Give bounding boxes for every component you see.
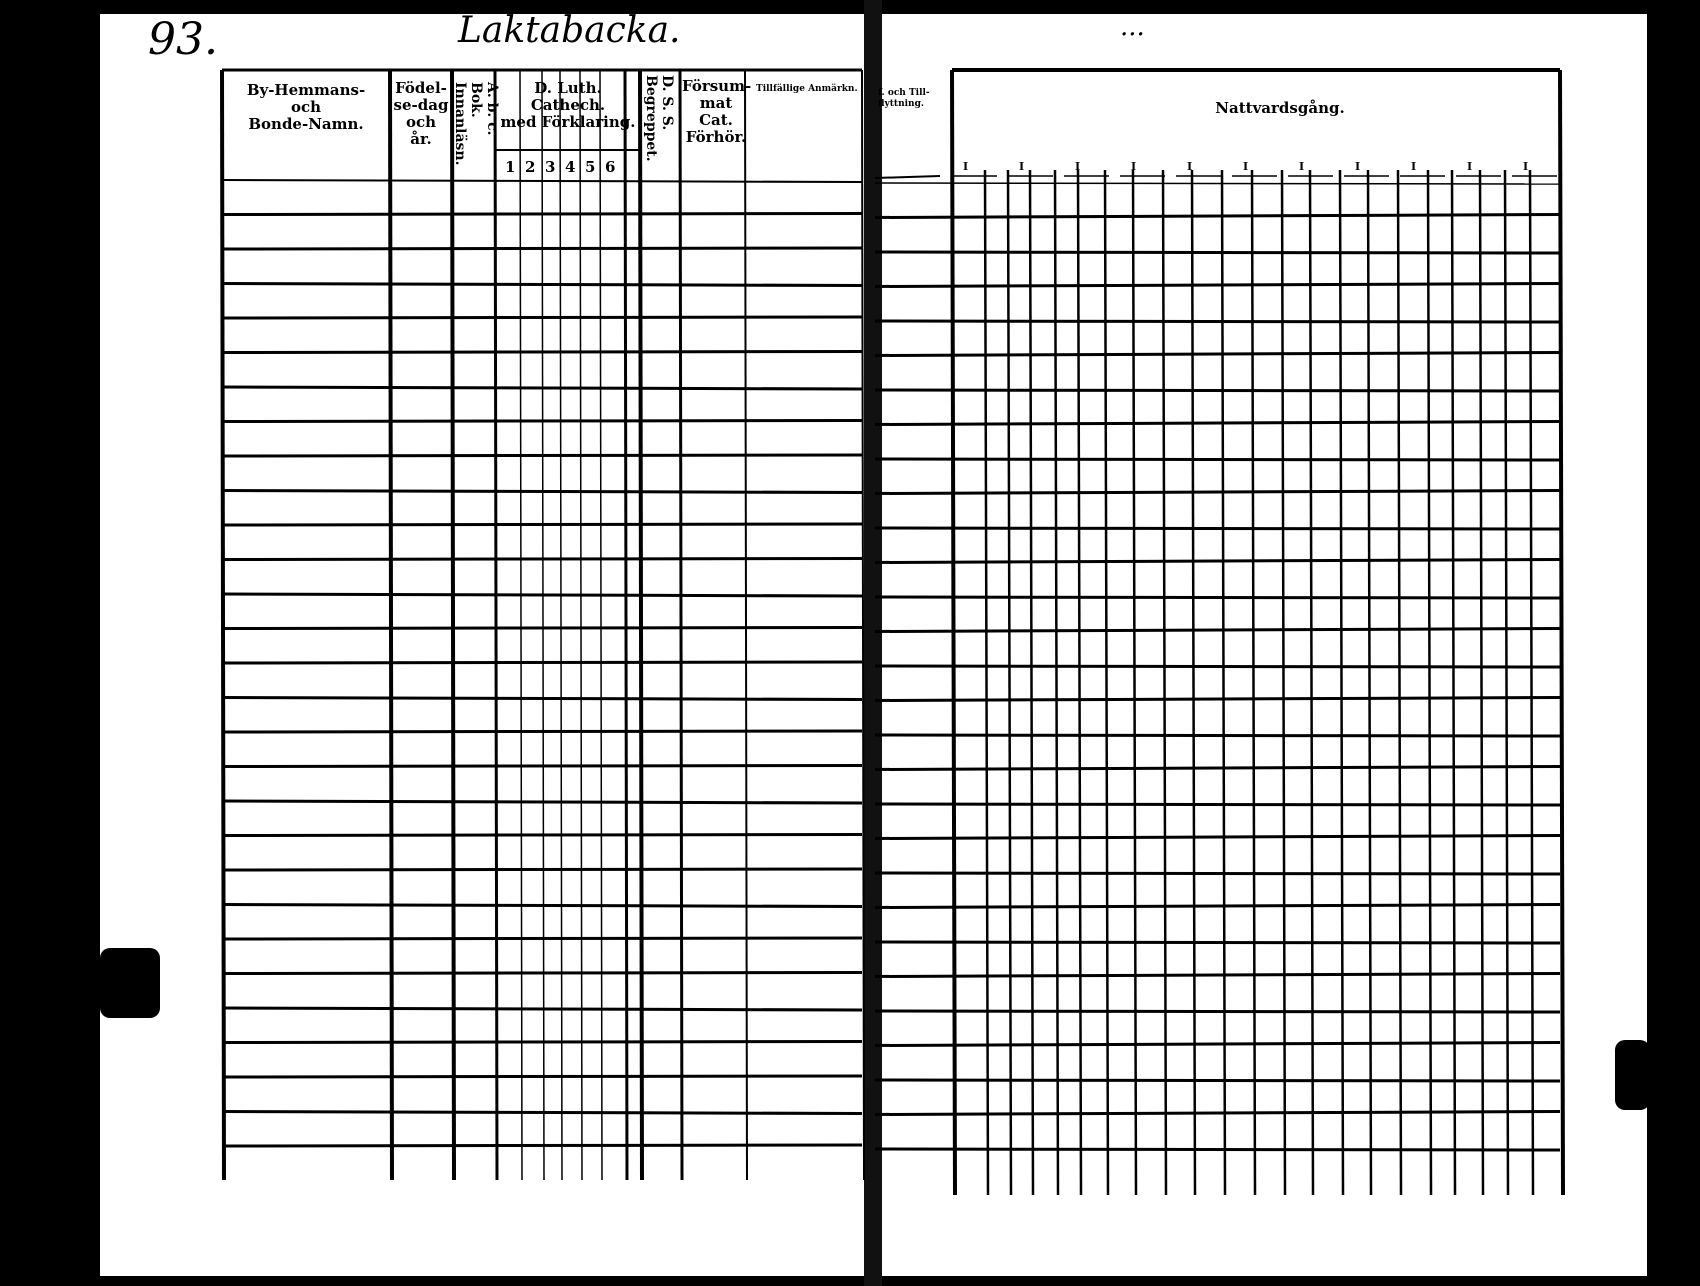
column-rule <box>1008 170 1011 1195</box>
column-rule <box>1192 170 1195 1195</box>
catechism-number: 3 <box>545 158 556 176</box>
header-birth-date: Födel- se-dag och år. <box>393 79 449 148</box>
communion-mark: I <box>1411 160 1417 173</box>
row-rule <box>875 942 1560 943</box>
row-rule <box>222 1008 862 1010</box>
communion-mark: I <box>1467 160 1473 173</box>
column-rule <box>390 70 392 1180</box>
row-rule <box>222 524 862 525</box>
catechism-number: 1 <box>505 158 516 176</box>
column-rule <box>520 70 522 1180</box>
column-rule <box>1560 70 1563 1195</box>
parish-heading: Laktabacka. <box>458 10 681 51</box>
row-rule <box>222 905 862 907</box>
catechism-number: 6 <box>605 158 616 176</box>
row-rule <box>875 666 1560 667</box>
row-rule <box>875 560 1560 563</box>
row-rule <box>875 698 1560 701</box>
row-rule <box>875 873 1560 874</box>
row-rule <box>875 629 1560 632</box>
row-rule <box>222 387 862 389</box>
column-rule <box>745 70 747 1180</box>
column-rule <box>1428 170 1431 1195</box>
column-rule <box>560 70 562 1180</box>
row-rule <box>222 180 862 182</box>
row-rule <box>875 252 1560 253</box>
column-rule <box>1452 170 1455 1195</box>
communion-mark: I <box>1523 160 1529 173</box>
row-rule <box>875 176 940 178</box>
row-rule <box>222 491 862 493</box>
column-rule <box>1030 170 1033 1195</box>
column-rule <box>1222 170 1225 1195</box>
column-rule <box>1480 170 1483 1195</box>
header-communion: Nattvardsgång. <box>1215 99 1345 117</box>
row-rule <box>222 938 862 939</box>
column-rule <box>1340 170 1343 1195</box>
row-rule <box>222 869 862 870</box>
column-rule <box>640 70 642 1180</box>
communion-mark: I <box>1243 160 1249 173</box>
header-concepts: D. S. S. Begreppet. <box>643 75 675 162</box>
row-rule <box>222 248 862 249</box>
communion-mark: I <box>1355 160 1361 173</box>
row-rule <box>875 353 1560 356</box>
column-rule <box>495 70 497 1180</box>
row-rule <box>875 1149 1560 1150</box>
column-rule <box>1368 170 1371 1195</box>
row-rule <box>875 459 1560 460</box>
row-rule <box>875 735 1560 736</box>
row-rule <box>875 491 1560 494</box>
row-rule <box>875 1043 1560 1046</box>
right-heading: ... <box>1120 12 1145 42</box>
row-rule <box>222 214 862 215</box>
column-rule <box>452 70 454 1180</box>
column-rule <box>222 70 224 1180</box>
row-rule <box>875 905 1560 908</box>
header-catechism: D. Luth. Cathech. med Förklaring. <box>500 79 636 131</box>
row-rule <box>222 559 862 560</box>
row-rule <box>875 422 1560 425</box>
column-rule <box>542 70 544 1180</box>
header-missed-hearing: Försum- mat Cat. Förhör. <box>682 77 752 146</box>
communion-mark: I <box>1131 160 1137 173</box>
catechism-number: 5 <box>585 158 596 176</box>
row-rule <box>222 1076 862 1077</box>
row-rule <box>875 284 1560 287</box>
row-rule <box>222 766 862 767</box>
row-rule <box>875 390 1560 391</box>
column-rule <box>1055 170 1058 1195</box>
column-rule <box>1310 170 1313 1195</box>
communion-mark: I <box>963 160 969 173</box>
row-rule <box>875 767 1560 770</box>
row-rule <box>875 215 1560 218</box>
column-rule <box>1282 170 1285 1195</box>
row-rule <box>875 183 1560 184</box>
row-rule <box>222 662 862 663</box>
column-rule <box>862 70 864 1180</box>
row-rule <box>222 352 862 353</box>
row-rule <box>222 1112 862 1114</box>
column-rule <box>1105 170 1108 1195</box>
header-village-name: By-Hemmans- och Bonde-Namn. <box>246 81 366 133</box>
column-rule <box>600 70 602 1180</box>
catechism-number: 2 <box>525 158 536 176</box>
row-rule <box>222 973 862 974</box>
page-number: 93. <box>148 14 218 65</box>
row-rule <box>222 284 862 286</box>
row-rule <box>222 835 862 836</box>
column-rule <box>1398 170 1401 1195</box>
column-rule <box>580 70 582 1180</box>
catechism-number: 4 <box>565 158 576 176</box>
column-rule <box>680 70 682 1180</box>
row-rule <box>222 698 862 700</box>
column-rule <box>1133 170 1136 1195</box>
row-rule <box>875 321 1560 322</box>
row-rule <box>222 455 862 456</box>
header-moving: f. och Till- flyttning. <box>878 88 930 109</box>
row-rule <box>875 528 1560 529</box>
row-rule <box>875 836 1560 839</box>
row-rule <box>222 1145 862 1146</box>
column-rule <box>1252 170 1255 1195</box>
column-rule <box>1163 170 1166 1195</box>
header-remarks: Tillfällige Anmärkn. <box>756 84 858 94</box>
row-rule <box>875 1011 1560 1012</box>
row-rule <box>222 421 862 422</box>
communion-mark: I <box>1187 160 1193 173</box>
row-rule <box>222 1042 862 1043</box>
row-rule <box>222 317 862 318</box>
communion-mark: I <box>1075 160 1081 173</box>
column-rule <box>1078 170 1081 1195</box>
row-rule <box>875 1080 1560 1081</box>
row-rule <box>875 1112 1560 1115</box>
communion-mark: I <box>1019 160 1025 173</box>
header-reading-ability: A. b. c. Bok. Innanläsn. <box>452 82 500 166</box>
row-rule <box>875 804 1560 805</box>
row-rule <box>222 731 862 732</box>
column-rule <box>985 170 988 1195</box>
communion-mark: I <box>1299 160 1305 173</box>
row-rule <box>875 597 1560 598</box>
row-rule <box>222 801 862 803</box>
row-rule <box>222 594 862 596</box>
column-rule <box>625 70 627 1180</box>
row-rule <box>875 974 1560 977</box>
row-rule <box>222 628 862 629</box>
